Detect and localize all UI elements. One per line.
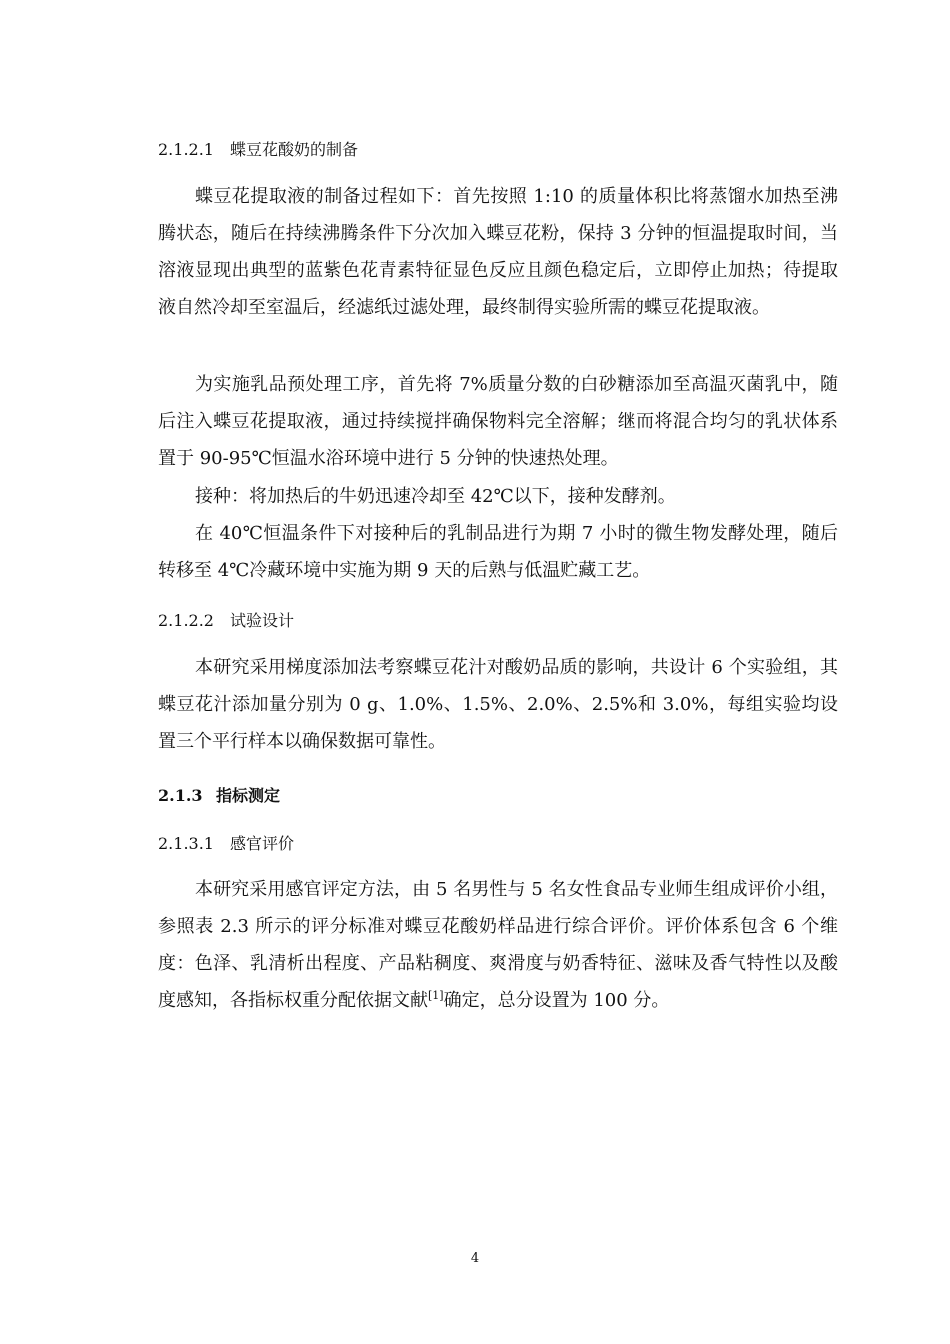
heading-number: 2.1.2.2 [158, 611, 214, 630]
citation-reference[interactable]: [1] [428, 989, 444, 1002]
paragraph-milk-pretreatment: 为实施乳品预处理工序，首先将 7%质量分数的白砂糖添加至高温灭菌乳中，随后注入蝶豆花提取液，通过持续搅拌确保物料完全溶解；继而将混合均匀的乳状体系置于 90-95℃恒温水浴环境中进行 5 分钟的快速热处理。 [158, 374, 838, 469]
page-number: 4 [470, 1251, 480, 1266]
heading-title: 试验设计 [230, 611, 295, 630]
heading-number: 2.1.2.1 [158, 140, 214, 159]
paragraph-fermentation: 在 40℃恒温条件下对接种后的乳制品进行为期 7 小时的微生物发酵处理，随后转移至 4℃冷藏环境中实施为期 9 天的后熟与低温贮藏工艺。 [158, 523, 838, 581]
heading-title: 蝶豆花酸奶的制备 [230, 140, 359, 159]
heading-2-1-2-1 [158, 139, 838, 161]
paragraph-text: 本研究采用感官评定方法，由 5 名男性与 5 名女性食品专业师生组成评价小组，参照表 2.3 所示的评分标准对蝶豆花酸奶样品进行综合评价。评价体系包含 6 个维度：色泽、乳清析出程度、产品粘稠度、爽滑度与奶香特征、滋味及香气特性以及酸度感知，各指标权重分配依据文献 [158, 879, 838, 1011]
heading-number: 2.1.3.1 [158, 834, 214, 853]
heading-2-1-3-1 [158, 833, 838, 855]
paragraph-inoculation: 接种：将加热后的牛奶迅速冷却至 42℃以下，接种发酵剂。 [195, 486, 676, 507]
paragraph-extract-preparation: 蝶豆花提取液的制备过程如下：首先按照 1:10 的质量体积比将蒸馏水加热至沸腾状态，随后在持续沸腾条件下分次加入蝶豆花粉，保持 3 分钟的恒温提取时间，当溶液显现出典型的蓝紫色花青素特征显色反应且颜色稳定后，立即停止加热；待提取液自然冷却至室温后，经滤纸过滤处理，最终制得实验所需的蝶豆花提取液。 [158, 186, 838, 318]
heading-2-1-2-2 [158, 610, 838, 632]
heading-title: 指标测定 [216, 786, 281, 805]
paragraph-experiment-design: 本研究采用梯度添加法考察蝶豆花汁对酸奶品质的影响，共设计 6 个实验组，其蝶豆花汁添加量分别为 0 g、1.0%、1.5%、2.0%、2.5%和 3.0%，每组实验均设置三个平行样本以确保数据可靠性。 [158, 657, 838, 752]
heading-2-1-3 [158, 785, 838, 807]
paragraph-text: 确定，总分设置为 100 分。 [443, 990, 670, 1011]
heading-number: 2.1.3 [158, 786, 203, 805]
paragraph-sensory-evaluation [158, 871, 838, 1019]
heading-title: 感官评价 [230, 834, 295, 853]
